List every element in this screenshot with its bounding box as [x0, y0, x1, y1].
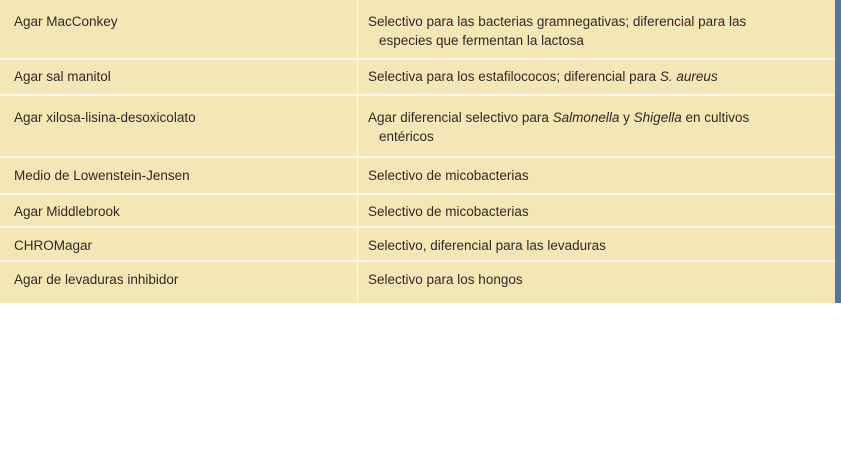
table-cell-description [368, 12, 808, 50]
table-cell-medium: Agar xilosa-lisina-desoxicolato [14, 110, 196, 125]
column-divider [357, 0, 358, 303]
table-cell-medium: CHROMagar [14, 238, 93, 253]
species-name: S. aureus [659, 69, 718, 84]
table-cell-description: Selectivo de micobacterias [368, 204, 529, 219]
table-cell-description [368, 67, 808, 86]
table-cell-medium: Agar Middlebrook [14, 204, 120, 219]
description-text: Agar diferencial selectivo para [368, 110, 553, 125]
row-divider [0, 226, 835, 228]
row-divider [0, 58, 835, 60]
description-text: en cultivos [681, 110, 750, 125]
page-edge [835, 0, 841, 303]
genus-name: Shigella [633, 110, 682, 125]
genus-name: Salmonella [552, 110, 620, 125]
table-cell-medium: Agar sal manitol [14, 69, 111, 84]
row-divider [0, 94, 835, 96]
description-text: Selectiva para los estafilococos; diferencial para [368, 69, 660, 84]
row-divider [0, 260, 835, 262]
row-divider [0, 193, 835, 195]
description-line: entéricos [379, 129, 434, 144]
description-line: especies que fermentan la lactosa [379, 33, 584, 48]
row-divider [0, 156, 835, 158]
table-cell-medium: Agar MacConkey [14, 14, 118, 29]
description-text: y [619, 110, 634, 125]
table-cell-description: Selectivo, diferencial para las levaduras [368, 238, 606, 253]
table-cell-description: Selectivo para los hongos [368, 272, 523, 287]
table-cell-description [368, 108, 808, 146]
table-cell-medium: Medio de Lowenstein-Jensen [14, 168, 190, 183]
description-line: Selectivo para las bacterias gramnegativas; diferencial para las [368, 14, 747, 29]
table-cell-medium: Agar de levaduras inhibidor [14, 272, 179, 287]
table-cell-description: Selectivo de micobacterias [368, 168, 529, 183]
